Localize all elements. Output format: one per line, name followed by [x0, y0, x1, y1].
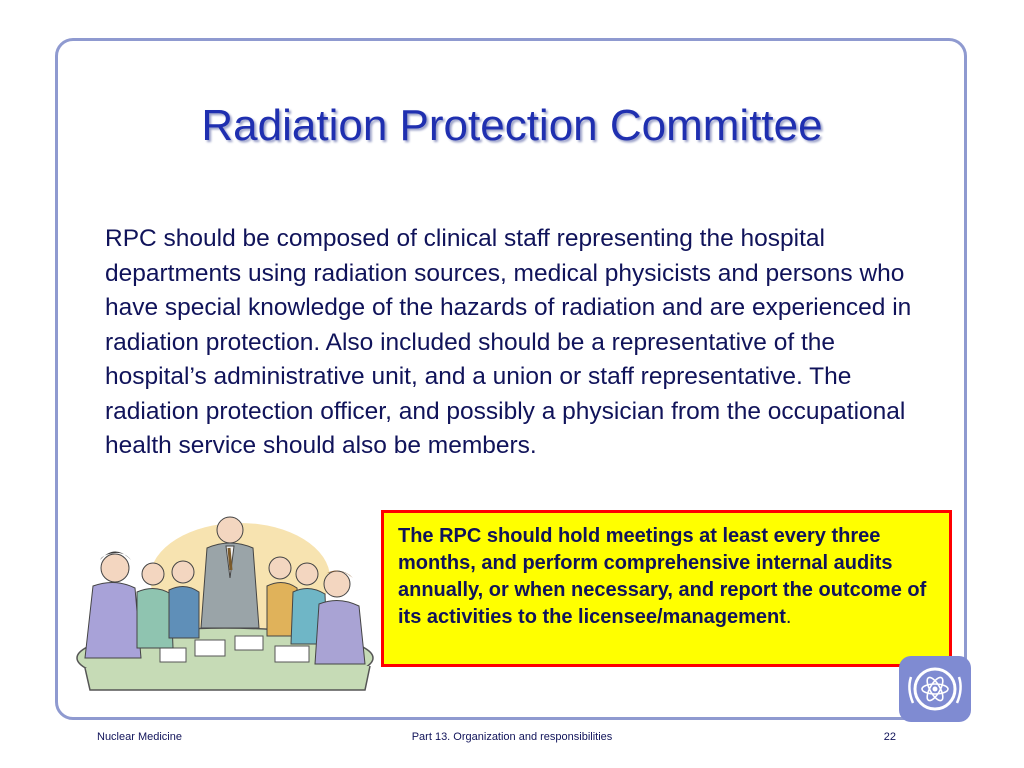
callout-box: [381, 510, 952, 667]
meeting-illustration: [75, 508, 375, 692]
footer-page-number: 22: [883, 731, 896, 743]
iaea-logo-icon: [899, 656, 971, 722]
callout-tail: .: [785, 606, 792, 628]
slide-title: Radiation Protection Committee: [201, 101, 823, 150]
footer-course-title: Nuclear Medicine: [97, 731, 182, 743]
callout-text: The RPC should hold meetings at least every three months, and perform comprehensive internal audits annually, or when necessary, and report the outcome of its activities to the licensee/management: [398, 525, 927, 628]
footer-section-title: Part 13. Organization and responsibilities: [411, 731, 613, 743]
body-paragraph: RPC should be composed of clinical staff representing the hospital departments using radiation sources, medical physicists and persons who have special knowledge of the hazards of radiation and are experienced in radiation protection. Also included should be a representative of the hospital’s administrative unit, and a union or staff representative. The radiation protection officer, and possibly a physician from the occupational health service should also be members.: [105, 225, 912, 459]
